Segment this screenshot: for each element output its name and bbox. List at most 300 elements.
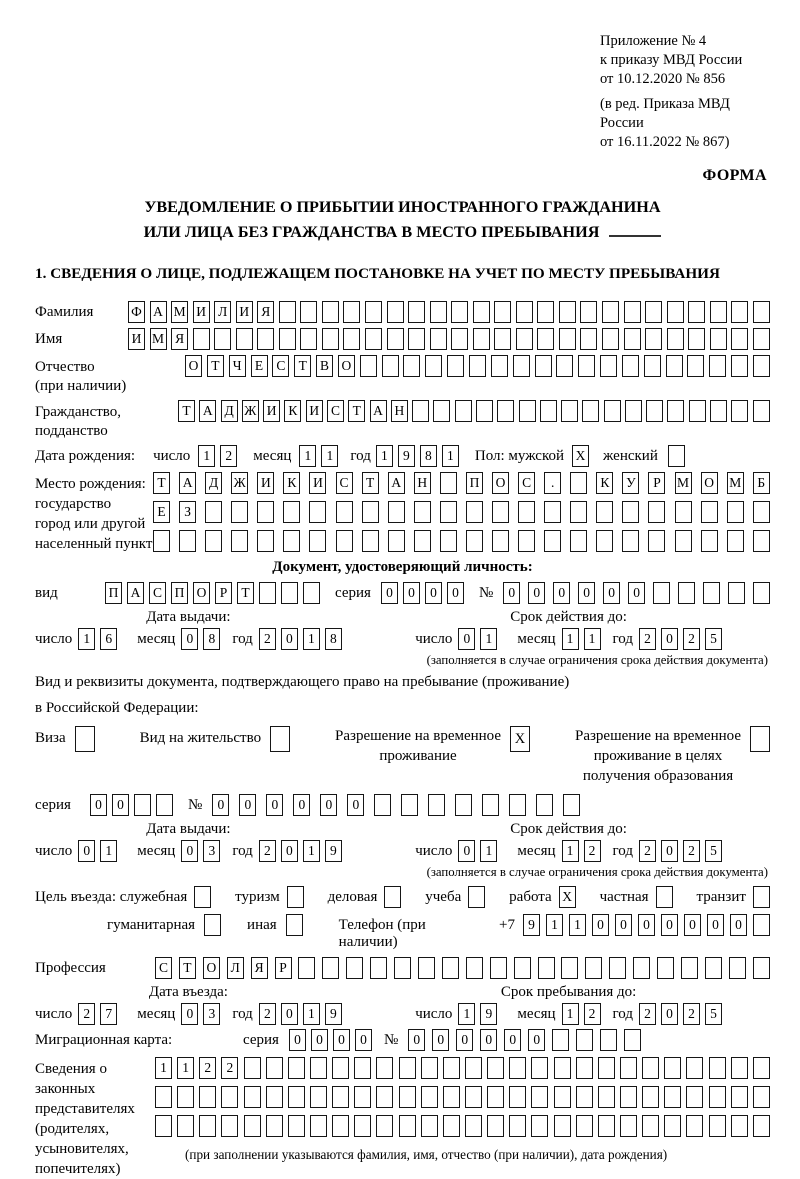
form-cell[interactable]	[288, 1057, 305, 1079]
form-cell[interactable]	[675, 530, 692, 552]
form-cell[interactable]	[563, 794, 580, 816]
form-cell[interactable]: Б	[753, 472, 770, 494]
form-cell[interactable]	[675, 501, 692, 523]
form-cell[interactable]	[642, 1086, 659, 1108]
form-cell[interactable]: В	[316, 355, 333, 377]
residence-issue-day[interactable]	[78, 840, 117, 862]
form-cell[interactable]	[487, 1115, 504, 1137]
form-cell[interactable]	[443, 1115, 460, 1137]
form-cell[interactable]	[336, 530, 353, 552]
purpose-transit-checkbox[interactable]	[753, 886, 770, 908]
migration-number-field[interactable]	[408, 1029, 641, 1051]
form-cell[interactable]	[332, 1086, 349, 1108]
form-cell[interactable]: 2	[259, 1003, 276, 1025]
sex-female-checkbox[interactable]	[668, 445, 685, 467]
purpose-work-checkbox[interactable]	[559, 886, 576, 908]
representatives-row1[interactable]	[155, 1057, 770, 1079]
form-cell[interactable]	[343, 301, 360, 323]
form-cell[interactable]	[244, 1057, 261, 1079]
form-cell[interactable]: 8	[420, 445, 437, 467]
form-cell[interactable]: И	[193, 301, 210, 323]
form-cell[interactable]	[221, 1086, 238, 1108]
form-cell[interactable]: 3	[203, 1003, 220, 1025]
form-cell[interactable]	[346, 957, 363, 979]
form-cell[interactable]	[492, 501, 509, 523]
form-cell[interactable]	[554, 1086, 571, 1108]
form-cell[interactable]: С	[149, 582, 166, 604]
form-cell[interactable]: С	[272, 355, 289, 377]
residence-issue-month[interactable]	[181, 840, 220, 862]
form-cell[interactable]: 0	[504, 1029, 521, 1051]
form-cell[interactable]	[753, 301, 770, 323]
form-cell[interactable]: 0	[355, 1029, 372, 1051]
form-cell[interactable]	[753, 355, 770, 377]
form-cell[interactable]	[753, 530, 770, 552]
form-cell[interactable]	[399, 1057, 416, 1079]
form-cell[interactable]	[731, 400, 748, 422]
form-cell[interactable]	[231, 501, 248, 523]
form-cell[interactable]: Ф	[128, 301, 145, 323]
form-cell[interactable]	[624, 301, 641, 323]
form-cell[interactable]	[556, 355, 573, 377]
form-cell[interactable]	[322, 301, 339, 323]
form-cell[interactable]	[354, 1086, 371, 1108]
form-cell[interactable]: Ж	[231, 472, 248, 494]
form-cell[interactable]: Ж	[242, 400, 259, 422]
form-cell[interactable]: А	[179, 472, 196, 494]
residence-issue-year[interactable]	[259, 840, 342, 862]
form-cell[interactable]: 9	[398, 445, 415, 467]
birthplace-row2[interactable]	[153, 501, 770, 523]
form-cell[interactable]: И	[257, 472, 274, 494]
form-cell[interactable]: Т	[237, 582, 254, 604]
form-cell[interactable]: 0	[661, 1003, 678, 1025]
form-cell[interactable]	[283, 501, 300, 523]
form-cell[interactable]: Я	[171, 328, 188, 350]
form-cell[interactable]	[604, 400, 621, 422]
form-cell[interactable]	[336, 501, 353, 523]
form-cell[interactable]	[322, 328, 339, 350]
form-cell[interactable]	[580, 301, 597, 323]
form-cell[interactable]	[403, 355, 420, 377]
form-cell[interactable]	[497, 400, 514, 422]
form-cell[interactable]	[518, 530, 535, 552]
identity-issue-day[interactable]	[78, 628, 117, 650]
form-cell[interactable]: Л	[214, 301, 231, 323]
form-cell[interactable]: 0	[578, 582, 595, 604]
form-cell[interactable]	[430, 301, 447, 323]
form-cell[interactable]	[374, 794, 391, 816]
form-cell[interactable]	[365, 328, 382, 350]
form-cell[interactable]	[582, 400, 599, 422]
form-cell[interactable]	[667, 328, 684, 350]
form-cell[interactable]	[279, 301, 296, 323]
form-cell[interactable]	[362, 501, 379, 523]
form-cell[interactable]	[354, 1115, 371, 1137]
form-cell[interactable]	[598, 1086, 615, 1108]
form-cell[interactable]	[447, 355, 464, 377]
form-cell[interactable]: 0	[615, 914, 632, 936]
form-cell[interactable]	[633, 957, 650, 979]
form-cell[interactable]: 9	[325, 840, 342, 862]
form-cell[interactable]	[382, 355, 399, 377]
form-cell[interactable]	[388, 501, 405, 523]
form-cell[interactable]: Т	[179, 957, 196, 979]
form-cell[interactable]	[622, 355, 639, 377]
form-cell[interactable]: Т	[178, 400, 195, 422]
form-cell[interactable]: 0	[212, 794, 229, 816]
form-cell[interactable]	[279, 328, 296, 350]
form-cell[interactable]	[466, 530, 483, 552]
form-cell[interactable]: О	[203, 957, 220, 979]
form-cell[interactable]	[609, 957, 626, 979]
form-cell[interactable]: 0	[281, 1003, 298, 1025]
form-cell[interactable]	[322, 957, 339, 979]
form-cell[interactable]	[204, 914, 221, 936]
form-cell[interactable]	[689, 400, 706, 422]
form-cell[interactable]	[540, 400, 557, 422]
form-cell[interactable]	[388, 530, 405, 552]
form-cell[interactable]: 0	[432, 1029, 449, 1051]
form-cell[interactable]	[570, 530, 587, 552]
form-cell[interactable]	[466, 957, 483, 979]
identity-kind-field[interactable]	[105, 582, 320, 604]
name-field[interactable]	[128, 328, 770, 350]
form-cell[interactable]: 2	[683, 628, 700, 650]
form-cell[interactable]	[731, 1115, 748, 1137]
form-cell[interactable]	[442, 957, 459, 979]
form-cell[interactable]: 0	[425, 582, 442, 604]
form-cell[interactable]	[399, 1086, 416, 1108]
form-cell[interactable]	[177, 1086, 194, 1108]
form-cell[interactable]	[538, 957, 555, 979]
form-cell[interactable]	[753, 1115, 770, 1137]
form-cell[interactable]: 1	[177, 1057, 194, 1079]
form-cell[interactable]	[509, 794, 526, 816]
form-cell[interactable]: 1	[155, 1057, 172, 1079]
form-cell[interactable]: 1	[78, 628, 95, 650]
form-cell[interactable]	[421, 1086, 438, 1108]
form-cell[interactable]	[727, 501, 744, 523]
form-cell[interactable]	[194, 886, 211, 908]
form-cell[interactable]	[600, 1029, 617, 1051]
form-cell[interactable]	[490, 957, 507, 979]
form-cell[interactable]: 2	[78, 1003, 95, 1025]
form-cell[interactable]: 1	[321, 445, 338, 467]
form-cell[interactable]: М	[150, 328, 167, 350]
form-cell[interactable]: 2	[199, 1057, 216, 1079]
form-cell[interactable]	[440, 501, 457, 523]
form-cell[interactable]: X	[559, 886, 576, 908]
form-cell[interactable]: 1	[299, 445, 316, 467]
form-cell[interactable]: 1	[442, 445, 459, 467]
form-cell[interactable]: 0	[503, 582, 520, 604]
form-cell[interactable]	[731, 301, 748, 323]
form-cell[interactable]	[602, 301, 619, 323]
residence-valid-year[interactable]	[639, 840, 722, 862]
form-cell[interactable]: 1	[562, 628, 579, 650]
form-cell[interactable]	[518, 501, 535, 523]
form-cell[interactable]: 2	[584, 840, 601, 862]
form-cell[interactable]	[465, 1086, 482, 1108]
form-cell[interactable]	[365, 301, 382, 323]
form-cell[interactable]: 0	[684, 914, 701, 936]
form-cell[interactable]: Е	[251, 355, 268, 377]
form-cell[interactable]	[179, 530, 196, 552]
form-cell[interactable]: К	[284, 400, 301, 422]
form-cell[interactable]	[710, 400, 727, 422]
form-cell[interactable]	[600, 355, 617, 377]
form-cell[interactable]	[428, 794, 445, 816]
temp-residence-checkbox[interactable]	[510, 726, 530, 752]
form-cell[interactable]	[205, 501, 222, 523]
form-cell[interactable]	[270, 726, 290, 752]
form-cell[interactable]	[257, 530, 274, 552]
form-cell[interactable]: А	[150, 301, 167, 323]
form-cell[interactable]	[155, 1115, 172, 1137]
form-cell[interactable]: С	[518, 472, 535, 494]
form-cell[interactable]: С	[327, 400, 344, 422]
form-cell[interactable]	[535, 355, 552, 377]
form-cell[interactable]	[753, 400, 770, 422]
form-cell[interactable]	[656, 886, 673, 908]
form-cell[interactable]	[667, 301, 684, 323]
form-cell[interactable]	[709, 1115, 726, 1137]
purpose-tourism-checkbox[interactable]	[287, 886, 304, 908]
form-cell[interactable]	[199, 1115, 216, 1137]
form-cell[interactable]	[455, 794, 472, 816]
form-cell[interactable]	[193, 328, 210, 350]
form-cell[interactable]: А	[370, 400, 387, 422]
form-cell[interactable]	[443, 1057, 460, 1079]
form-cell[interactable]: 0	[553, 582, 570, 604]
form-cell[interactable]: А	[388, 472, 405, 494]
form-cell[interactable]	[554, 1057, 571, 1079]
form-cell[interactable]	[622, 501, 639, 523]
form-cell[interactable]: 0	[293, 794, 310, 816]
form-cell[interactable]: 2	[683, 840, 700, 862]
form-cell[interactable]	[642, 1115, 659, 1137]
form-cell[interactable]: 1	[584, 628, 601, 650]
form-cell[interactable]	[408, 328, 425, 350]
residence-series-field[interactable]	[90, 794, 173, 816]
form-cell[interactable]	[376, 1086, 393, 1108]
form-cell[interactable]	[310, 1115, 327, 1137]
form-cell[interactable]	[310, 1057, 327, 1079]
form-cell[interactable]	[705, 957, 722, 979]
form-cell[interactable]	[544, 501, 561, 523]
representatives-row3[interactable]	[155, 1115, 770, 1137]
form-cell[interactable]: 2	[639, 628, 656, 650]
representatives-row2[interactable]	[155, 1086, 770, 1108]
form-cell[interactable]	[399, 1115, 416, 1137]
form-cell[interactable]: А	[199, 400, 216, 422]
form-cell[interactable]	[332, 1115, 349, 1137]
form-cell[interactable]: 1	[480, 840, 497, 862]
form-cell[interactable]	[266, 1115, 283, 1137]
form-cell[interactable]	[401, 794, 418, 816]
form-cell[interactable]	[710, 328, 727, 350]
form-cell[interactable]	[370, 957, 387, 979]
form-cell[interactable]	[576, 1086, 593, 1108]
form-cell[interactable]: О	[492, 472, 509, 494]
form-cell[interactable]	[153, 530, 170, 552]
form-cell[interactable]	[664, 1086, 681, 1108]
form-cell[interactable]: З	[179, 501, 196, 523]
form-cell[interactable]: 0	[707, 914, 724, 936]
form-cell[interactable]: С	[336, 472, 353, 494]
form-cell[interactable]: 1	[562, 840, 579, 862]
form-cell[interactable]	[709, 1057, 726, 1079]
form-cell[interactable]	[516, 301, 533, 323]
stay-month[interactable]	[562, 1003, 601, 1025]
temp-residence-edu-checkbox[interactable]	[750, 726, 770, 752]
form-cell[interactable]	[727, 530, 744, 552]
identity-issue-year[interactable]	[259, 628, 342, 650]
form-cell[interactable]	[177, 1115, 194, 1137]
form-cell[interactable]: 0	[281, 628, 298, 650]
form-cell[interactable]	[287, 886, 304, 908]
form-cell[interactable]	[753, 1086, 770, 1108]
form-cell[interactable]	[469, 355, 486, 377]
form-cell[interactable]: О	[338, 355, 355, 377]
form-cell[interactable]: Т	[362, 472, 379, 494]
form-cell[interactable]	[516, 328, 533, 350]
form-cell[interactable]	[642, 1057, 659, 1079]
form-cell[interactable]: О	[193, 582, 210, 604]
form-cell[interactable]: 7	[100, 1003, 117, 1025]
form-cell[interactable]	[257, 501, 274, 523]
form-cell[interactable]	[664, 1057, 681, 1079]
entry-year[interactable]	[259, 1003, 342, 1025]
form-cell[interactable]	[622, 530, 639, 552]
form-cell[interactable]	[451, 328, 468, 350]
form-cell[interactable]	[750, 726, 770, 752]
form-cell[interactable]: К	[596, 472, 613, 494]
form-cell[interactable]	[309, 501, 326, 523]
form-cell[interactable]	[288, 1086, 305, 1108]
form-cell[interactable]	[646, 400, 663, 422]
form-cell[interactable]	[710, 301, 727, 323]
form-cell[interactable]	[559, 328, 576, 350]
form-cell[interactable]	[387, 328, 404, 350]
form-cell[interactable]	[244, 1115, 261, 1137]
residence-number-field[interactable]	[212, 794, 580, 816]
form-cell[interactable]: П	[171, 582, 188, 604]
form-cell[interactable]	[537, 328, 554, 350]
form-cell[interactable]	[531, 1057, 548, 1079]
form-cell[interactable]: 0	[638, 914, 655, 936]
form-cell[interactable]: Н	[414, 472, 431, 494]
form-cell[interactable]: 1	[100, 840, 117, 862]
form-cell[interactable]	[753, 957, 770, 979]
form-cell[interactable]: 0	[181, 628, 198, 650]
form-cell[interactable]	[487, 1086, 504, 1108]
form-cell[interactable]	[688, 301, 705, 323]
form-cell[interactable]: И	[306, 400, 323, 422]
form-cell[interactable]	[531, 1115, 548, 1137]
form-cell[interactable]	[354, 1057, 371, 1079]
form-cell[interactable]	[476, 400, 493, 422]
form-cell[interactable]: Т	[153, 472, 170, 494]
form-cell[interactable]	[703, 582, 720, 604]
form-cell[interactable]	[709, 1086, 726, 1108]
form-cell[interactable]: 0	[628, 582, 645, 604]
form-cell[interactable]	[231, 530, 248, 552]
form-cell[interactable]: Я	[257, 301, 274, 323]
form-cell[interactable]: Р	[275, 957, 292, 979]
form-cell[interactable]	[482, 794, 499, 816]
form-cell[interactable]	[433, 400, 450, 422]
identity-valid-month[interactable]	[562, 628, 601, 650]
patronymic-field[interactable]	[185, 355, 770, 377]
form-cell[interactable]: 2	[221, 1057, 238, 1079]
form-cell[interactable]: 0	[311, 1029, 328, 1051]
profession-field[interactable]	[155, 957, 770, 979]
form-cell[interactable]: О	[185, 355, 202, 377]
residence-permit-checkbox[interactable]	[270, 726, 290, 752]
form-cell[interactable]: 5	[705, 1003, 722, 1025]
form-cell[interactable]	[561, 957, 578, 979]
form-cell[interactable]: 0	[458, 628, 475, 650]
form-cell[interactable]	[576, 1115, 593, 1137]
form-cell[interactable]	[666, 355, 683, 377]
form-cell[interactable]: 3	[203, 840, 220, 862]
form-cell[interactable]: 2	[220, 445, 237, 467]
form-cell[interactable]: Е	[153, 501, 170, 523]
form-cell[interactable]	[537, 301, 554, 323]
form-cell[interactable]: X	[572, 445, 589, 467]
form-cell[interactable]	[309, 530, 326, 552]
form-cell[interactable]	[430, 328, 447, 350]
form-cell[interactable]: 2	[259, 840, 276, 862]
form-cell[interactable]	[731, 328, 748, 350]
form-cell[interactable]	[360, 355, 377, 377]
form-cell[interactable]	[468, 886, 485, 908]
birth-day-field[interactable]	[198, 445, 237, 467]
form-cell[interactable]	[598, 1115, 615, 1137]
form-cell[interactable]: .	[544, 472, 561, 494]
form-cell[interactable]: А	[127, 582, 144, 604]
form-cell[interactable]	[570, 501, 587, 523]
form-cell[interactable]: 9	[523, 914, 540, 936]
form-cell[interactable]: 2	[639, 840, 656, 862]
form-cell[interactable]: Р	[215, 582, 232, 604]
form-cell[interactable]	[544, 530, 561, 552]
form-cell[interactable]	[578, 355, 595, 377]
form-cell[interactable]: П	[105, 582, 122, 604]
form-cell[interactable]: 0	[528, 1029, 545, 1051]
form-cell[interactable]	[624, 1029, 641, 1051]
form-cell[interactable]: 2	[584, 1003, 601, 1025]
birth-month-field[interactable]	[299, 445, 338, 467]
form-cell[interactable]	[303, 582, 320, 604]
form-cell[interactable]	[466, 501, 483, 523]
form-cell[interactable]: 0	[347, 794, 364, 816]
form-cell[interactable]	[687, 355, 704, 377]
form-cell[interactable]	[552, 1029, 569, 1051]
form-cell[interactable]	[384, 886, 401, 908]
birthplace-row3[interactable]	[153, 530, 770, 552]
form-cell[interactable]: 1	[376, 445, 393, 467]
form-cell[interactable]: 2	[683, 1003, 700, 1025]
form-cell[interactable]	[645, 301, 662, 323]
form-cell[interactable]: 0	[289, 1029, 306, 1051]
form-cell[interactable]: 8	[203, 628, 220, 650]
form-cell[interactable]	[414, 501, 431, 523]
form-cell[interactable]	[205, 530, 222, 552]
form-cell[interactable]	[519, 400, 536, 422]
